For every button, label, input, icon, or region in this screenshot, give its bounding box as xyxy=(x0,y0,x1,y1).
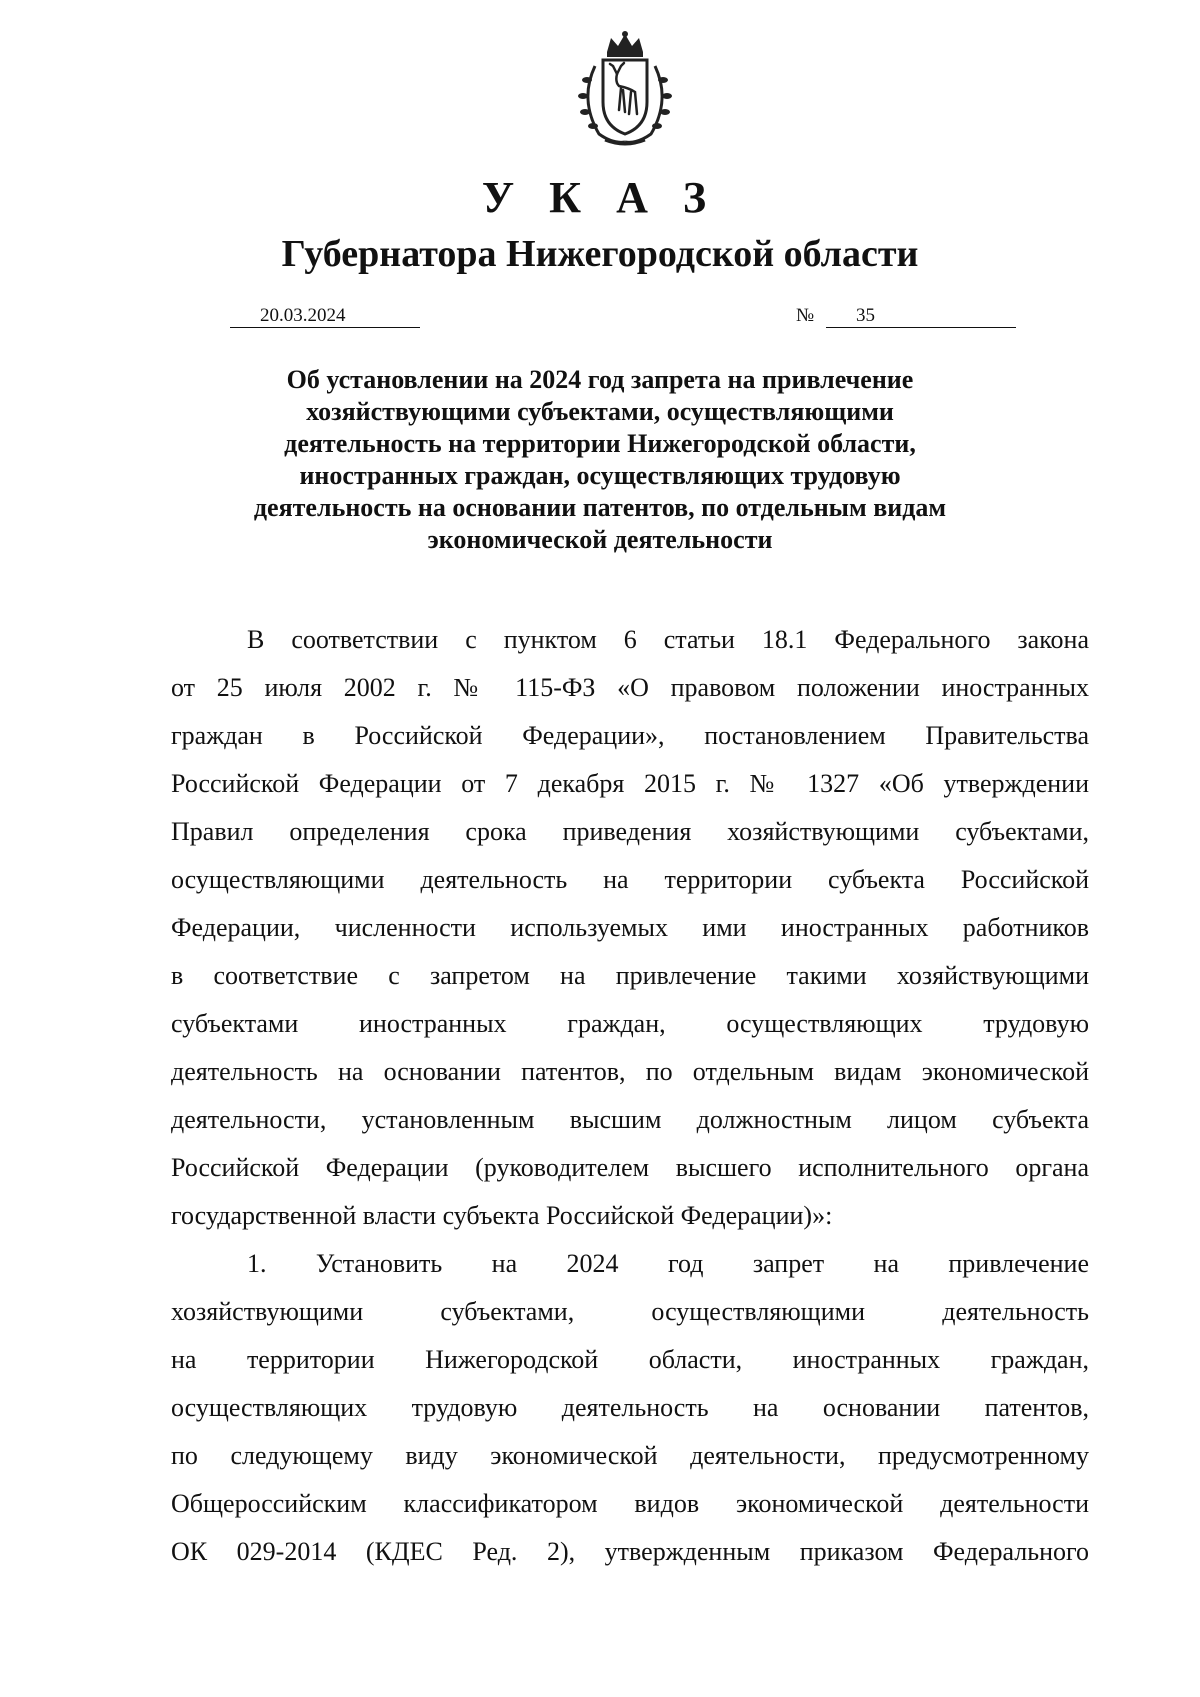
preamble-line: граждан в Российской Федерации», постановлением Правительства xyxy=(171,721,1089,750)
item-1-line: Общероссийским классификатором видов экономической деятельности xyxy=(171,1489,1089,1518)
preamble-line: деятельности, установленным высшим должностным лицом субъекта xyxy=(171,1105,1089,1134)
preamble-line: Правил определения срока приведения хозяйствующими субъектами, xyxy=(171,817,1089,846)
nizhny-novgorod-coat-of-arms xyxy=(565,30,685,150)
preamble-line: Российской Федерации от 7 декабря 2015 г. № 1327 «Об утверждении xyxy=(171,769,1089,798)
document-date: 20.03.2024 xyxy=(230,305,420,328)
item-1-line: 1. Установить на 2024 год запрет на привлечение xyxy=(247,1249,1089,1278)
document-title: У К А З xyxy=(481,173,719,222)
preamble-line: Российской Федерации (руководителем высшего исполнительного органа xyxy=(171,1153,1089,1182)
subject-line: хозяйствующими субъектами, осуществляющими xyxy=(306,397,894,426)
subject-line: иностранных граждан, осуществляющих трудовую xyxy=(299,461,901,490)
preamble-line: В соответствии с пунктом 6 статьи 18.1 Федерального закона xyxy=(247,625,1089,654)
item-1-paragraph xyxy=(171,1240,1089,1576)
item-1-line: хозяйствующими субъектами, осуществляющими деятельность xyxy=(171,1297,1089,1326)
item-1-line: осуществляющих трудовую деятельность на основании патентов, xyxy=(171,1393,1089,1422)
preamble-paragraph xyxy=(171,616,1089,1240)
document-subject xyxy=(0,364,1200,556)
document-issuer: Губернатора Нижегородской области xyxy=(281,233,919,275)
subject-line: экономической деятельности xyxy=(427,525,773,554)
shield-icon xyxy=(603,60,647,134)
item-1-line: ОК 029-2014 (КДЕС Ред. 2), утвержденным приказом Федерального xyxy=(171,1537,1089,1566)
subject-line: Об установлении на 2024 год запрета на привлечение xyxy=(286,365,914,394)
crown-icon xyxy=(607,31,643,57)
number-label: № xyxy=(796,305,815,326)
item-1-line: на территории Нижегородской области, иностранных граждан, xyxy=(171,1345,1089,1374)
preamble-line: в соответствие с запретом на привлечение такими хозяйствующими xyxy=(171,961,1089,990)
preamble-line: от 25 июля 2002 г. № 115-ФЗ «О правовом положении иностранных xyxy=(171,673,1089,702)
item-1-line: по следующему виду экономической деятельности, предусмотренному xyxy=(171,1441,1089,1470)
preamble-line: субъектами иностранных граждан, осуществляющих трудовую xyxy=(171,1009,1089,1038)
preamble-line: государственной власти субъекта Российской Федерации)»: xyxy=(171,1201,833,1230)
subject-line: деятельность на территории Нижегородской области, xyxy=(284,429,916,458)
preamble-line: осуществляющими деятельность на территории субъекта Российской xyxy=(171,865,1089,894)
preamble-line: деятельность на основании патентов, по отдельным видам экономической xyxy=(171,1057,1089,1086)
subject-line: деятельность на основании патентов, по отдельным видам xyxy=(253,493,947,522)
preamble-line: Федерации, численности используемых ими иностранных работников xyxy=(171,913,1089,942)
document-number: 35 xyxy=(826,305,1016,328)
